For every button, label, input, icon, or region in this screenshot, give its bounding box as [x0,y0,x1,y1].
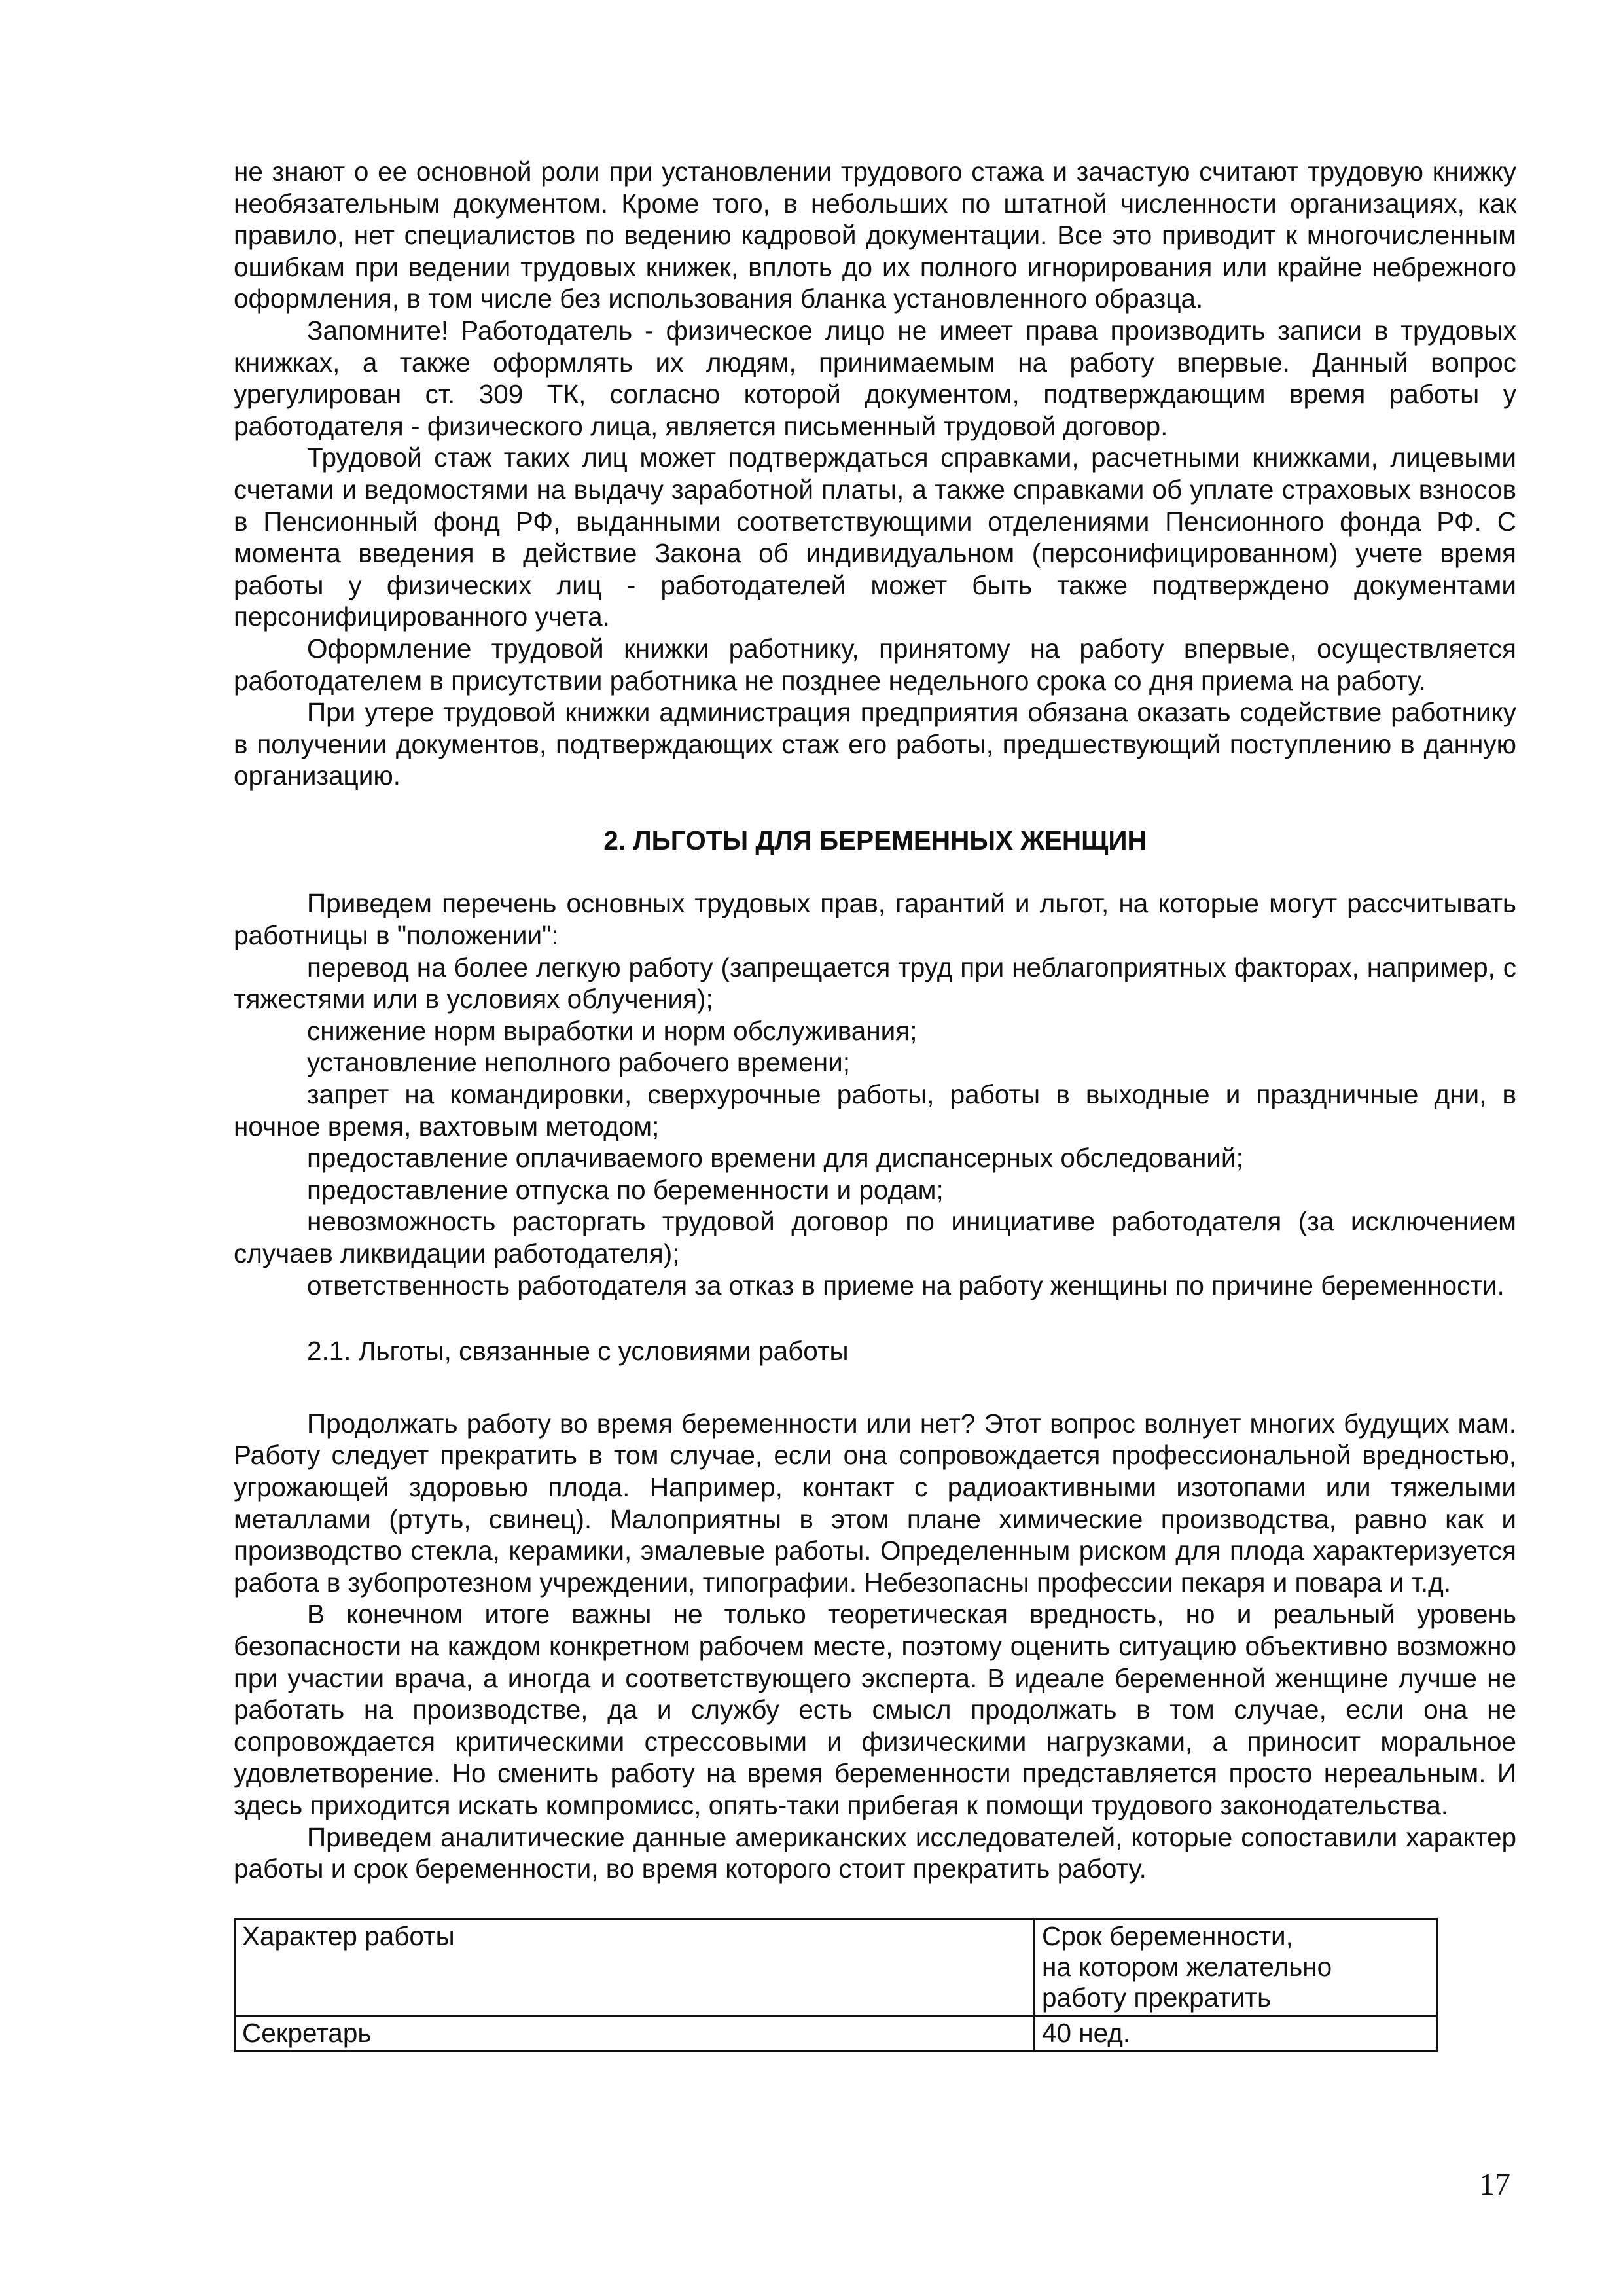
table-header-work: Характер работы [235,1918,1035,2015]
table-header-term-line: работу прекратить [1042,1982,1272,2013]
table-header-term [1035,1918,1437,2015]
benefits-intro: Приведем перечень основных трудовых прав, гарантий и льгот, на которые могут рассчитывать работницы в "положении": [234,888,1516,951]
section-heading: 2. ЛЬГОТЫ ДЛЯ БЕРЕМЕННЫХ ЖЕНЩИН [603,825,1147,855]
page-content [234,156,1516,2052]
table-header-term-line: Срок беременности, [1042,1920,1293,1951]
intro-paragraph-5: При утере трудовой книжки администрация предприятия обязана оказать содействие работнику в получении документов, подтверждающих стаж его работы, предшествующий поступлению в данную организацию. [234,697,1516,791]
spacer [234,1367,1516,1408]
benefit-item-8: ответственность работодателя за отказ в приеме на работу женщины по причине беременности. [307,1270,1505,1300]
intro-paragraph-3: Трудовой стаж таких лиц может подтверждаться справками, расчетными книжками, лицевыми счетами и ведомостями на выдачу заработной платы, а также справками об уплате страховых взносов в Пенсионный фонд РФ, выданными соответствующими отделениями Пенсионного фонда РФ. С момента введения в действие Закона об индивидуальном (персонифицированном) учете время работы у физических лиц - работодателей может быть также подтверждено документами персонифицированного учета. [234,442,1516,632]
work-term-table [234,1918,1438,2052]
table-cell-term: 40 нед. [1035,2015,1437,2051]
intro-paragraph-4: Оформление трудовой книжки работнику, принятому на работу впервые, осуществляется работодателем в присутствии работника не позднее недельного срока со дня приема на работу. [234,633,1516,696]
intro-paragraph-2: Запомните! Работодатель - физическое лицо не имеет права производить записи в трудовых книжках, а также оформлять их людям, принимаемым на работу впервые. Данный вопрос урегулирован ст. 309 ТК, согласно которой документом, подтверждающим время работы у работодателя - физического лица, является письменный трудовой договор. [234,315,1516,441]
intro-paragraph-1: не знают о ее основной роли при установлении трудового стажа и зачастую считают трудовую книжку необязательным документом. Кроме того, в небольших по штатной численности организациях, как правило, нет специалистов по ведению кадровой документации. Все это приводит к многочисленным ошибкам при ведении трудовых книжек, вплоть до их полного игнорирования или крайне небрежного оформления, в том числе без использования бланка установленного образца. [234,156,1516,314]
benefit-item-1: перевод на более легкую работу (запрещается труд при неблагоприятных факторах, например, с тяжестями или в условиях облучения); [234,952,1516,1014]
benefit-item-2: снижение норм выработки и норм обслуживания; [307,1015,918,1046]
subsection-paragraph-1: Продолжать работу во время беременности или нет? Этот вопрос волнует многих будущих мам. Работу следует прекратить в том случае, если она сопровождается профессиональной вредностью, угрожающей здоровью плода. Например, контакт с радиоактивными изотопами или тяжелыми металлами (ртуть, свинец). Малоприятны в этом плане химические производства, равно как и производство стекла, керамики, эмалевые работы. Определенным риском для плода характеризуется работа в зубопротезном учреждении, типографии. Небезопасны профессии пекаря и повара и т.д. [234,1408,1516,1598]
benefit-item-7: невозможность расторгать трудовой договор по инициативе работодателя (за исключением случаев ликвидации работодателя); [234,1206,1516,1268]
table-row [235,2015,1437,2051]
table-cell-work: Секретарь [235,2015,1035,2051]
table-header-term-line: на котором желательно [1042,1951,1332,1982]
benefit-item-3: установление неполного рабочего времени; [307,1047,851,1078]
subsection-paragraph-3: Приведем аналитические данные американских исследователей, которые сопоставили характер работы и срок беременности, во время которого стоит прекратить работу. [234,1821,1516,1884]
benefit-item-6: предоставление отпуска по беременности и родам; [307,1174,944,1205]
page-number: 17 [1479,2167,1510,2202]
subsection-heading: 2.1. Льготы, связанные с условиями работы [307,1336,849,1367]
benefit-item-5: предоставление оплачиваемого времени для диспансерных обследований; [307,1143,1243,1174]
subsection-paragraph-2: В конечном итоге важны не только теоретическая вредность, но и реальный уровень безопасности на каждом конкретном рабочем месте, поэтому оценить ситуацию объективно возможно при участии врача, а иногда и соответствующего эксперта. В идеале беременной женщине лучше не работать на производстве, да и службу есть смысл продолжать в том случае, если она не сопровождается критическими стрессовыми и физическими нагрузками, а приносит моральное удовлетворение. Но сменить работу на время беременности представляется просто нереальным. И здесь приходится искать компромисс, опять-таки прибегая к помощи трудового законодательства. [234,1599,1516,1820]
benefit-item-4: запрет на командировки, сверхурочные работы, работы в выходные и праздничные дни, в ночное время, вахтовым методом; [234,1079,1516,1141]
table-header-row [235,1918,1437,2015]
